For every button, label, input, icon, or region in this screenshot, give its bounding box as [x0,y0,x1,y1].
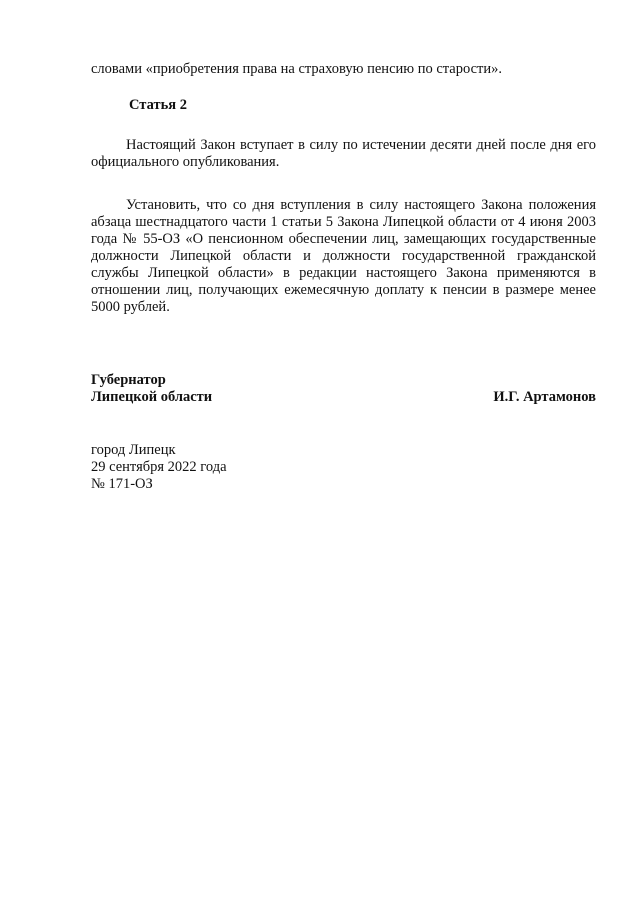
signatory-name: И.Г. Артамонов [493,389,596,405]
continuation-line: словами «приобретения права на страховую пенсию по старости». [91,61,503,77]
city-line: город Липецк [91,442,176,458]
law-number-line: № 171-ОЗ [91,476,153,492]
paragraph-entry-into-force: Настоящий Закон вступает в силу по истечении десяти дней после дня его официального опубликования. [91,137,596,170]
place-date-block [91,442,596,493]
article-heading: Статья 2 [129,97,187,113]
signature-title-line2: Липецкой области [91,389,213,405]
paragraph-establish: Установить, что со дня вступления в силу настоящего Закона положения абзаца шестнадцатого части 1 статьи 5 Закона Липецкой области от 4 июня 2003 года № 55-ОЗ «О пенсионном обеспечении лиц, замещающих государственные должности Липецкой области и должности государственной гражданской службы Липецкой области» в редакции настоящего Закона применяются в отношении лиц, получающих ежемесячную доплату к пенсии в размере менее 5000 рублей. [91,197,596,315]
date-line: 29 сентября 2022 года [91,459,227,475]
signature-title-line1: Губернатор [91,372,166,388]
signature-row [91,389,596,406]
signature-block [91,372,596,406]
